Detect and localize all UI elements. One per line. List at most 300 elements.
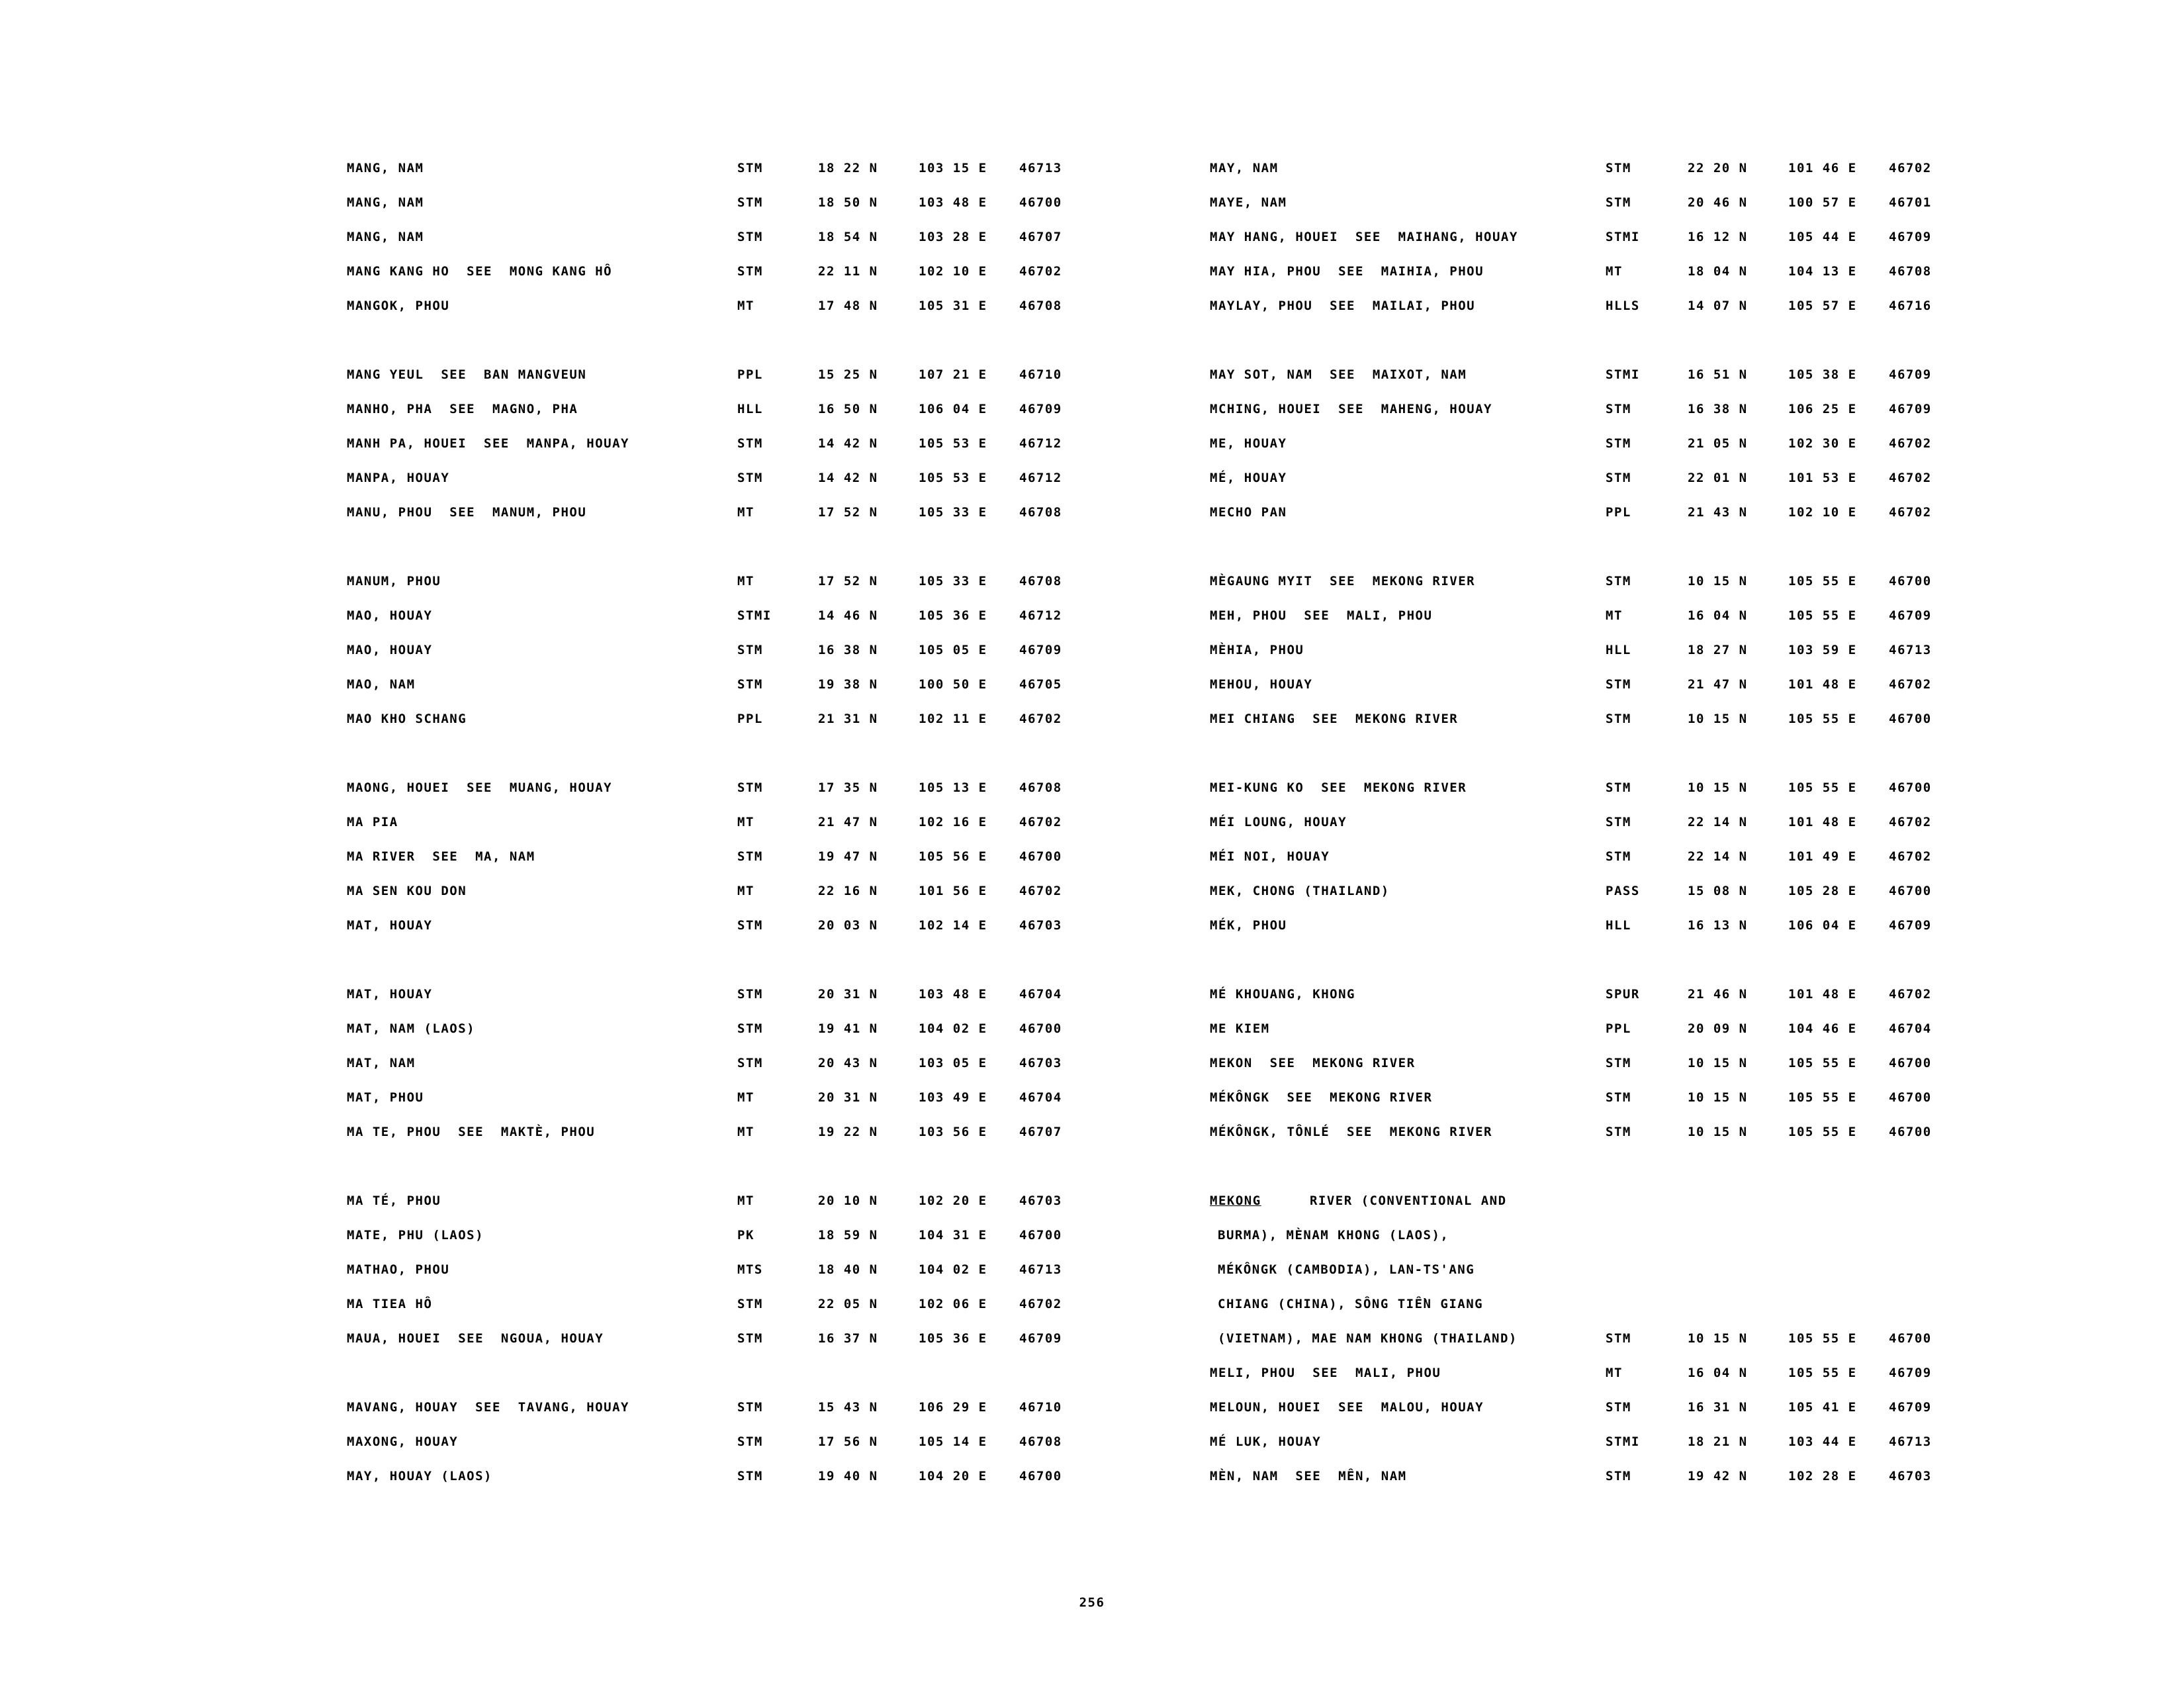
- entry-longitude: 105 36 E: [919, 1331, 987, 1346]
- entry-code: 46704: [1019, 1090, 1062, 1105]
- entry-latitude: 16 37 N: [818, 1331, 878, 1346]
- entry-code: 46704: [1019, 987, 1062, 1002]
- entry-latitude: 16 13 N: [1688, 918, 1748, 933]
- entry-code: 46708: [1889, 264, 1932, 279]
- entry-designation: STM: [737, 1056, 763, 1070]
- entry-longitude: 103 48 E: [919, 195, 987, 210]
- entry-latitude: 22 14 N: [1688, 815, 1748, 829]
- entry-latitude: 10 15 N: [1688, 574, 1748, 588]
- entry-designation: STM: [1606, 161, 1631, 175]
- entry-code: 46709: [1019, 643, 1062, 657]
- entry-code: 46702: [1889, 505, 1932, 520]
- entry-designation: PPL: [737, 367, 763, 382]
- entry-longitude: 101 48 E: [1788, 987, 1857, 1002]
- entry-code: 46703: [1019, 1056, 1062, 1070]
- entry-code: 46702: [1019, 815, 1062, 829]
- entry-longitude: 105 56 E: [919, 849, 987, 864]
- entry-name: MA TE, PHOU SEE MAKTÈ, PHOU: [347, 1125, 596, 1139]
- entry-longitude: 100 57 E: [1788, 195, 1857, 210]
- entry-name: MÉI LOUNG, HOUAY: [1210, 815, 1347, 829]
- entry-name: MÉKÔNGK SEE MEKONG RIVER: [1210, 1090, 1433, 1105]
- entry-longitude: 103 56 E: [919, 1125, 987, 1139]
- entry-latitude: 15 08 N: [1688, 884, 1748, 898]
- entry-name: MANG, NAM: [347, 195, 424, 210]
- entry-name: MÈHIA, PHOU: [1210, 643, 1304, 657]
- entry-latitude: 10 15 N: [1688, 712, 1748, 726]
- mekong-variant-line: BURMA), MÈNAM KHONG (LAOS),: [1218, 1228, 1449, 1243]
- entry-latitude: 20 31 N: [818, 1090, 878, 1105]
- entry-longitude: 101 49 E: [1788, 849, 1857, 864]
- entry-longitude: 105 41 E: [1788, 1400, 1857, 1415]
- entry-designation: STM: [737, 780, 763, 795]
- entry-designation: STM: [737, 1400, 763, 1415]
- entry-longitude: 105 55 E: [1788, 608, 1857, 623]
- entry-designation: PK: [737, 1228, 754, 1243]
- mekong-variant-line: (VIETNAM), MAE NAM KHONG (THAILAND): [1218, 1331, 1518, 1346]
- entry-designation: STM: [737, 230, 763, 244]
- entry-longitude: 102 10 E: [1788, 505, 1857, 520]
- entry-longitude: 102 16 E: [919, 815, 987, 829]
- entry-latitude: 19 40 N: [818, 1469, 878, 1483]
- entry-designation: STM: [1606, 471, 1631, 485]
- entry-designation: HLLS: [1606, 299, 1640, 313]
- entry-designation: STM: [737, 1331, 763, 1346]
- entry-designation: STM: [1606, 1469, 1631, 1483]
- entry-designation: STM: [737, 1469, 763, 1483]
- entry-designation: STM: [737, 1434, 763, 1449]
- entry-name: MANGOK, PHOU: [347, 299, 450, 313]
- entry-code: 46709: [1889, 402, 1932, 416]
- entry-designation: PASS: [1606, 884, 1640, 898]
- entry-code: 46700: [1019, 1228, 1062, 1243]
- entry-code: 46703: [1889, 1469, 1932, 1483]
- entry-code: 46713: [1889, 643, 1932, 657]
- entry-latitude: 18 21 N: [1688, 1434, 1748, 1449]
- mekong-heading-underlined: MEKONG: [1210, 1194, 1261, 1208]
- entry-latitude: 16 38 N: [1688, 402, 1748, 416]
- entry-name: MCHING, HOUEI SEE MAHENG, HOUAY: [1210, 402, 1492, 416]
- entry-code: 46712: [1019, 436, 1062, 451]
- entry-longitude: 105 55 E: [1788, 712, 1857, 726]
- entry-designation: STM: [737, 1297, 763, 1311]
- entry-longitude: 105 55 E: [1788, 574, 1857, 588]
- entry-name: MATE, PHU (LAOS): [347, 1228, 484, 1243]
- entry-designation: STM: [737, 161, 763, 175]
- entry-name: MAO, HOUAY: [347, 608, 433, 623]
- entry-name: MEHOU, HOUAY: [1210, 677, 1313, 692]
- entry-latitude: 22 16 N: [818, 884, 878, 898]
- entry-name: MAT, PHOU: [347, 1090, 424, 1105]
- entry-longitude: 105 55 E: [1788, 1366, 1857, 1380]
- entry-name: MA TÉ, PHOU: [347, 1194, 441, 1208]
- entry-name: MANG YEUL SEE BAN MANGVEUN: [347, 367, 587, 382]
- entry-latitude: 19 38 N: [818, 677, 878, 692]
- entry-longitude: 105 53 E: [919, 471, 987, 485]
- entry-longitude: 104 02 E: [919, 1021, 987, 1036]
- entry-longitude: 106 04 E: [1788, 918, 1857, 933]
- entry-longitude: 105 53 E: [919, 436, 987, 451]
- entry-code: 46707: [1019, 1125, 1062, 1139]
- entry-latitude: 14 46 N: [818, 608, 878, 623]
- entry-designation: STM: [737, 677, 763, 692]
- entry-latitude: 19 47 N: [818, 849, 878, 864]
- entry-longitude: 105 55 E: [1788, 780, 1857, 795]
- entry-designation: STM: [1606, 849, 1631, 864]
- entry-code: 46700: [1889, 884, 1932, 898]
- mekong-variant-line: MÉKÔNGK (CAMBODIA), LAN-TS'ANG: [1218, 1262, 1475, 1277]
- entry-code: 46712: [1019, 471, 1062, 485]
- entry-latitude: 14 07 N: [1688, 299, 1748, 313]
- entry-code: 46702: [1889, 815, 1932, 829]
- entry-name: MANG KANG HO SEE MONG KANG HÔ: [347, 264, 613, 279]
- entry-name: MAO KHO SCHANG: [347, 712, 467, 726]
- entry-longitude: 101 53 E: [1788, 471, 1857, 485]
- entry-code: 46702: [1019, 884, 1062, 898]
- entry-latitude: 17 56 N: [818, 1434, 878, 1449]
- entry-code: 46712: [1019, 608, 1062, 623]
- entry-latitude: 10 15 N: [1688, 1056, 1748, 1070]
- entry-latitude: 16 04 N: [1688, 1366, 1748, 1380]
- entry-name: MAY HANG, HOUEI SEE MAIHANG, HOUAY: [1210, 230, 1518, 244]
- entry-latitude: 19 42 N: [1688, 1469, 1748, 1483]
- entry-code: 46709: [1889, 230, 1932, 244]
- entry-code: 46708: [1019, 299, 1062, 313]
- entry-latitude: 21 46 N: [1688, 987, 1748, 1002]
- entry-designation: STM: [1606, 1090, 1631, 1105]
- mekong-heading-rest: RIVER (CONVENTIONAL AND: [1301, 1194, 1507, 1208]
- entry-longitude: 104 31 E: [919, 1228, 987, 1243]
- entry-longitude: 105 55 E: [1788, 1090, 1857, 1105]
- entry-longitude: 105 33 E: [919, 574, 987, 588]
- entry-designation: STM: [737, 849, 763, 864]
- entry-name: MEH, PHOU SEE MALI, PHOU: [1210, 608, 1433, 623]
- entry-latitude: 22 14 N: [1688, 849, 1748, 864]
- entry-longitude: 106 04 E: [919, 402, 987, 416]
- entry-designation: MT: [737, 1125, 754, 1139]
- entry-longitude: 101 46 E: [1788, 161, 1857, 175]
- entry-name: MÉK, PHOU: [1210, 918, 1287, 933]
- entry-designation: STM: [737, 918, 763, 933]
- entry-designation: STM: [1606, 815, 1631, 829]
- entry-name: MANUM, PHOU: [347, 574, 441, 588]
- entry-longitude: 106 29 E: [919, 1400, 987, 1415]
- entry-designation: STM: [1606, 402, 1631, 416]
- entry-code: 46702: [1889, 987, 1932, 1002]
- mekong-variant-line: CHIANG (CHINA), SÔNG TIỀN GIANG: [1218, 1297, 1484, 1311]
- entry-name: MÉKÔNGK, TÔNLÉ SEE MEKONG RIVER: [1210, 1125, 1492, 1139]
- entry-code: 46709: [1889, 367, 1932, 382]
- entry-latitude: 16 38 N: [818, 643, 878, 657]
- entry-code: 46700: [1889, 1331, 1932, 1346]
- entry-code: 46708: [1019, 1434, 1062, 1449]
- entry-latitude: 20 10 N: [818, 1194, 878, 1208]
- entry-latitude: 18 50 N: [818, 195, 878, 210]
- entry-name: MECHO PAN: [1210, 505, 1287, 520]
- entry-designation: MTS: [737, 1262, 763, 1277]
- entry-designation: MT: [1606, 1366, 1623, 1380]
- entry-latitude: 10 15 N: [1688, 1331, 1748, 1346]
- entry-designation: STM: [1606, 1400, 1631, 1415]
- entry-latitude: 17 52 N: [818, 505, 878, 520]
- entry-designation: STM: [1606, 1331, 1631, 1346]
- entry-code: 46710: [1019, 367, 1062, 382]
- entry-name: MANG, NAM: [347, 161, 424, 175]
- entry-longitude: 104 02 E: [919, 1262, 987, 1277]
- entry-designation: MT: [737, 1090, 754, 1105]
- entry-latitude: 16 04 N: [1688, 608, 1748, 623]
- entry-latitude: 21 47 N: [818, 815, 878, 829]
- entry-latitude: 19 22 N: [818, 1125, 878, 1139]
- entry-longitude: 104 13 E: [1788, 264, 1857, 279]
- entry-latitude: 18 59 N: [818, 1228, 878, 1243]
- entry-longitude: 105 44 E: [1788, 230, 1857, 244]
- entry-name: MÉ, HOUAY: [1210, 471, 1287, 485]
- entry-name: MAY, HOUAY (LAOS): [347, 1469, 492, 1483]
- entry-name: MAO, NAM: [347, 677, 416, 692]
- entry-longitude: 105 33 E: [919, 505, 987, 520]
- entry-designation: MT: [737, 299, 754, 313]
- entry-longitude: 103 44 E: [1788, 1434, 1857, 1449]
- entry-designation: PPL: [1606, 505, 1631, 520]
- entry-latitude: 10 15 N: [1688, 780, 1748, 795]
- entry-designation: PPL: [737, 712, 763, 726]
- entry-longitude: 100 50 E: [919, 677, 987, 692]
- entry-name: MEK, CHONG (THAILAND): [1210, 884, 1390, 898]
- entry-designation: STM: [737, 195, 763, 210]
- entry-code: 46702: [1889, 161, 1932, 175]
- entry-code: 46700: [1019, 1021, 1062, 1036]
- entry-code: 46700: [1019, 1469, 1062, 1483]
- entry-designation: STM: [737, 1021, 763, 1036]
- entry-latitude: 20 31 N: [818, 987, 878, 1002]
- entry-designation: MT: [737, 884, 754, 898]
- entry-name: MÈGAUNG MYIT SEE MEKONG RIVER: [1210, 574, 1476, 588]
- entry-name: MAY HIA, PHOU SEE MAIHIA, PHOU: [1210, 264, 1484, 279]
- entry-latitude: 20 09 N: [1688, 1021, 1748, 1036]
- entry-code: 46702: [1019, 264, 1062, 279]
- entry-designation: STM: [737, 436, 763, 451]
- entry-designation: STM: [1606, 780, 1631, 795]
- entry-longitude: 105 55 E: [1788, 1125, 1857, 1139]
- entry-code: 46700: [1889, 1056, 1932, 1070]
- entry-latitude: 15 43 N: [818, 1400, 878, 1415]
- entry-designation: STMI: [1606, 230, 1640, 244]
- entry-designation: STM: [1606, 195, 1631, 210]
- entry-longitude: 103 28 E: [919, 230, 987, 244]
- entry-code: 46700: [1889, 574, 1932, 588]
- entry-name: MAONG, HOUEI SEE MUANG, HOUAY: [347, 780, 613, 795]
- entry-longitude: 105 36 E: [919, 608, 987, 623]
- entry-name: MAT, NAM: [347, 1056, 416, 1070]
- entry-name: MANH PA, HOUEI SEE MANPA, HOUAY: [347, 436, 629, 451]
- entry-longitude: 102 30 E: [1788, 436, 1857, 451]
- entry-name: ME KIEM: [1210, 1021, 1270, 1036]
- entry-code: 46700: [1889, 712, 1932, 726]
- entry-name: MAYE, NAM: [1210, 195, 1287, 210]
- entry-name: MAVANG, HOUAY SEE TAVANG, HOUAY: [347, 1400, 629, 1415]
- entry-code: 46713: [1019, 1262, 1062, 1277]
- entry-latitude: 17 48 N: [818, 299, 878, 313]
- entry-name: MA RIVER SEE MA, NAM: [347, 849, 535, 864]
- entry-longitude: 105 14 E: [919, 1434, 987, 1449]
- entry-designation: STMI: [1606, 1434, 1640, 1449]
- entry-name: MAXONG, HOUAY: [347, 1434, 459, 1449]
- entry-name: MANPA, HOUAY: [347, 471, 450, 485]
- entry-code: 46705: [1019, 677, 1062, 692]
- entry-longitude: 107 21 E: [919, 367, 987, 382]
- entry-code: 46702: [1889, 436, 1932, 451]
- entry-latitude: 18 40 N: [818, 1262, 878, 1277]
- entry-code: 46700: [1889, 1125, 1932, 1139]
- entry-code: 46703: [1019, 1194, 1062, 1208]
- entry-name: MANU, PHOU SEE MANUM, PHOU: [347, 505, 587, 520]
- entry-code: 46709: [1889, 1400, 1932, 1415]
- entry-designation: STM: [737, 987, 763, 1002]
- entry-latitude: 21 31 N: [818, 712, 878, 726]
- entry-name: MÈN, NAM SEE MÊN, NAM: [1210, 1469, 1407, 1483]
- entry-longitude: 102 28 E: [1788, 1469, 1857, 1483]
- entry-designation: MT: [1606, 264, 1623, 279]
- entry-name: ME, HOUAY: [1210, 436, 1287, 451]
- entry-latitude: 20 43 N: [818, 1056, 878, 1070]
- entry-designation: STM: [1606, 436, 1631, 451]
- entry-code: 46700: [1889, 780, 1932, 795]
- entry-code: 46702: [1889, 849, 1932, 864]
- entry-name: MÉ KHOUANG, KHONG: [1210, 987, 1355, 1002]
- entry-latitude: 18 27 N: [1688, 643, 1748, 657]
- entry-latitude: 21 47 N: [1688, 677, 1748, 692]
- entry-name: MATHAO, PHOU: [347, 1262, 450, 1277]
- entry-designation: SPUR: [1606, 987, 1640, 1002]
- entry-designation: MT: [737, 815, 754, 829]
- entry-name: MA TIEA HÔ: [347, 1297, 433, 1311]
- entry-designation: STMI: [1606, 367, 1640, 382]
- entry-code: 46713: [1019, 161, 1062, 175]
- entry-designation: PPL: [1606, 1021, 1631, 1036]
- entry-name: MA SEN KOU DON: [347, 884, 467, 898]
- entry-designation: STM: [1606, 1056, 1631, 1070]
- entry-latitude: 18 22 N: [818, 161, 878, 175]
- entry-name: MÉI NOI, HOUAY: [1210, 849, 1330, 864]
- entry-longitude: 103 48 E: [919, 987, 987, 1002]
- entry-code: 46701: [1889, 195, 1932, 210]
- entry-designation: MT: [737, 505, 754, 520]
- entry-code: 46708: [1019, 505, 1062, 520]
- entry-name: MA PIA: [347, 815, 398, 829]
- entry-name: MEI CHIANG SEE MEKONG RIVER: [1210, 712, 1459, 726]
- entry-designation: MT: [1606, 608, 1623, 623]
- entry-name: MEKON SEE MEKONG RIVER: [1210, 1056, 1416, 1070]
- entry-longitude: 106 25 E: [1788, 402, 1857, 416]
- entry-latitude: 19 41 N: [818, 1021, 878, 1036]
- entry-designation: STM: [1606, 574, 1631, 588]
- entry-code: 46709: [1889, 608, 1932, 623]
- entry-latitude: 18 04 N: [1688, 264, 1748, 279]
- entry-name: MAY, NAM: [1210, 161, 1279, 175]
- entry-code: 46716: [1889, 299, 1932, 313]
- entry-longitude: 103 05 E: [919, 1056, 987, 1070]
- entry-longitude: 102 11 E: [919, 712, 987, 726]
- entry-code: 46710: [1019, 1400, 1062, 1415]
- entry-longitude: 101 48 E: [1788, 677, 1857, 692]
- entry-latitude: 10 15 N: [1688, 1090, 1748, 1105]
- entry-latitude: 14 42 N: [818, 471, 878, 485]
- entry-code: 46707: [1019, 230, 1062, 244]
- entry-code: 46703: [1019, 918, 1062, 933]
- entry-designation: HLL: [1606, 918, 1631, 933]
- entry-name: MEI-KUNG KO SEE MEKONG RIVER: [1210, 780, 1467, 795]
- entry-latitude: 18 54 N: [818, 230, 878, 244]
- entry-designation: STM: [1606, 712, 1631, 726]
- entry-code: 46709: [1889, 918, 1932, 933]
- entry-longitude: 103 15 E: [919, 161, 987, 175]
- entry-code: 46700: [1889, 1090, 1932, 1105]
- entry-latitude: 21 43 N: [1688, 505, 1748, 520]
- entry-designation: HLL: [1606, 643, 1631, 657]
- entry-latitude: 20 46 N: [1688, 195, 1748, 210]
- entry-longitude: 105 38 E: [1788, 367, 1857, 382]
- entry-designation: STM: [737, 471, 763, 485]
- entry-designation: STM: [1606, 1125, 1631, 1139]
- entry-longitude: 105 55 E: [1788, 1056, 1857, 1070]
- entry-code: 46702: [1019, 712, 1062, 726]
- entry-longitude: 103 59 E: [1788, 643, 1857, 657]
- entry-name: MELOUN, HOUEI SEE MALOU, HOUAY: [1210, 1400, 1484, 1415]
- entry-code: 46702: [1889, 471, 1932, 485]
- entry-designation: MT: [737, 574, 754, 588]
- entry-name: MAT, NAM (LAOS): [347, 1021, 476, 1036]
- entry-longitude: 101 56 E: [919, 884, 987, 898]
- entry-latitude: 14 42 N: [818, 436, 878, 451]
- entry-latitude: 22 11 N: [818, 264, 878, 279]
- entry-code: 46702: [1889, 677, 1932, 692]
- entry-code: 46708: [1019, 780, 1062, 795]
- entry-name: MAT, HOUAY: [347, 918, 433, 933]
- entry-latitude: 20 03 N: [818, 918, 878, 933]
- entry-designation: STMI: [737, 608, 772, 623]
- entry-latitude: 16 50 N: [818, 402, 878, 416]
- entry-latitude: 10 15 N: [1688, 1125, 1748, 1139]
- entry-code: 46708: [1019, 574, 1062, 588]
- entry-code: 46709: [1019, 1331, 1062, 1346]
- entry-name: MAYLAY, PHOU SEE MAILAI, PHOU: [1210, 299, 1476, 313]
- entry-longitude: 101 48 E: [1788, 815, 1857, 829]
- entry-longitude: 102 10 E: [919, 264, 987, 279]
- entry-name: MAY SOT, NAM SEE MAIXOT, NAM: [1210, 367, 1467, 382]
- entry-code: 46709: [1889, 1366, 1932, 1380]
- entry-designation: STM: [1606, 677, 1631, 692]
- entry-longitude: 105 05 E: [919, 643, 987, 657]
- entry-latitude: 17 35 N: [818, 780, 878, 795]
- entry-longitude: 103 49 E: [919, 1090, 987, 1105]
- entry-latitude: 22 05 N: [818, 1297, 878, 1311]
- entry-code: 46709: [1019, 402, 1062, 416]
- entry-longitude: 105 28 E: [1788, 884, 1857, 898]
- entry-latitude: 16 12 N: [1688, 230, 1748, 244]
- entry-longitude: 104 20 E: [919, 1469, 987, 1483]
- entry-code: 46700: [1019, 195, 1062, 210]
- entry-name: MANG, NAM: [347, 230, 424, 244]
- entry-name: MANHO, PHA SEE MAGNO, PHA: [347, 402, 578, 416]
- entry-code: 46704: [1889, 1021, 1932, 1036]
- entry-latitude: 21 05 N: [1688, 436, 1748, 451]
- entry-longitude: 102 14 E: [919, 918, 987, 933]
- entry-longitude: 104 46 E: [1788, 1021, 1857, 1036]
- entry-name: MELI, PHOU SEE MALI, PHOU: [1210, 1366, 1441, 1380]
- entry-designation: MT: [737, 1194, 754, 1208]
- entry-latitude: 22 20 N: [1688, 161, 1748, 175]
- entry-latitude: 22 01 N: [1688, 471, 1748, 485]
